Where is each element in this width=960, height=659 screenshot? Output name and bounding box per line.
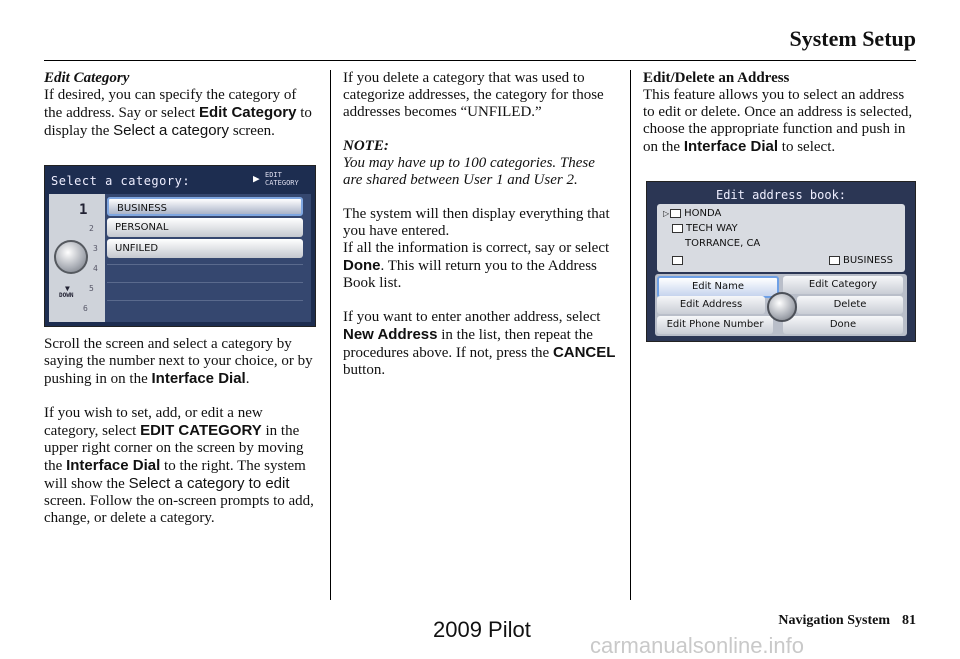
list-sidebar — [49, 194, 105, 322]
list-number: 4 — [93, 264, 98, 273]
name-icon — [670, 209, 681, 218]
address-city: TORRANCE, CA — [685, 238, 761, 249]
page-number: 81 — [902, 613, 916, 628]
down-label: DOWN — [59, 292, 74, 299]
address-name: ▷ HONDA — [663, 208, 722, 219]
model-watermark: 2009 Pilot — [433, 617, 531, 642]
empty-row — [107, 300, 303, 301]
edit-delete-heading: Edit/Delete an Address — [643, 70, 790, 86]
footer-section: Navigation System — [778, 613, 890, 628]
right-arrow-icon: ▶ — [253, 172, 260, 185]
screen-title: Select a category: — [51, 174, 191, 188]
phone-icon — [672, 255, 686, 266]
category-list-panel — [49, 194, 311, 322]
done-button[interactable]: Done — [783, 316, 903, 334]
note-text: You may have up to 100 categories. These are shared between User 1 and User 2. — [343, 155, 595, 188]
column-1-lower — [44, 336, 316, 544]
edit-name-button[interactable]: Edit Name — [657, 276, 779, 298]
note-label: NOTE: — [343, 138, 389, 154]
paragraph-edit-delete: This feature allows you to select an address to edit or delete. Once an address is selected, choose the appropriate function and push in on the Interface Dial to select. — [643, 87, 913, 155]
category-item-personal[interactable]: PERSONAL — [107, 218, 303, 237]
empty-row — [107, 264, 303, 265]
paragraph-scroll: Scroll the screen and select a category by saying the number next to your choice, or by pushing in on the Interface Dial. — [44, 336, 313, 387]
edit-category-screen-button[interactable]: EDIT CATEGORY — [265, 171, 299, 187]
list-number: 1 — [79, 202, 88, 218]
interface-dial-icon — [767, 292, 797, 322]
down-arrow-icon: ▼ — [65, 284, 70, 293]
category-item-unfiled[interactable]: UNFILED — [107, 239, 303, 258]
list-number: 6 — [83, 304, 88, 313]
paragraph-edit-category: If you wish to set, add, or edit a new category, select EDIT CATEGORY in the upper right corner on the screen by moving the Interface Dial to the right. The system will show the Select a category to edit screen. Follow the on-screen prompts to add, change, or delete a category. — [44, 405, 314, 526]
edit-category-heading: Edit Category — [44, 70, 130, 86]
column-1 — [44, 70, 316, 157]
category-icon — [829, 256, 840, 265]
address-street: TECH WAY — [672, 223, 738, 234]
edit-category-button[interactable]: Edit Category — [783, 276, 903, 294]
interface-dial-icon — [54, 240, 88, 274]
column-divider — [630, 70, 631, 600]
site-watermark: carmanualsonline.info — [590, 633, 805, 658]
edit-phone-number-button[interactable]: Edit Phone Number — [657, 316, 773, 334]
delete-button[interactable]: Delete — [797, 296, 903, 314]
edit-address-button[interactable]: Edit Address — [657, 296, 765, 314]
paragraph-new-address: If you want to enter another address, select New Address in the list, then repeat the procedures above. If not, press the CANCEL button. — [343, 309, 616, 378]
edit-address-book-screen — [646, 181, 916, 342]
screen-title: Edit address book: — [715, 188, 847, 202]
paragraph-done: If all the information is correct, say or select Done. This will return you to the Address Book list. — [343, 240, 610, 291]
paragraph-display-all: The system will then display everything that you have entered. — [343, 206, 610, 239]
paragraph-edit-category-intro: If desired, you can specify the category of the address. Say or select Edit Category to display the Select a category screen. — [44, 87, 312, 139]
address-category: BUSINESS — [829, 255, 893, 266]
category-item-business[interactable]: BUSINESS — [107, 197, 303, 216]
column-3 — [643, 70, 918, 173]
page-header-title: System Setup — [789, 26, 916, 51]
paragraph-delete-category: If you delete a category that was used to categorize addresses, the category for those addresses becomes “UNFILED.” — [343, 70, 604, 120]
header-rule — [44, 60, 916, 61]
house-icon — [672, 224, 683, 233]
column-divider — [330, 70, 331, 600]
empty-row — [107, 282, 303, 283]
pointer-icon: ▷ — [663, 209, 670, 218]
address-card — [657, 204, 905, 272]
list-number: 5 — [89, 284, 94, 293]
column-2 — [343, 70, 618, 396]
list-number: 2 — [89, 224, 94, 233]
select-category-screen — [44, 165, 316, 327]
list-number: 3 — [93, 244, 98, 253]
page-footer — [778, 613, 916, 629]
